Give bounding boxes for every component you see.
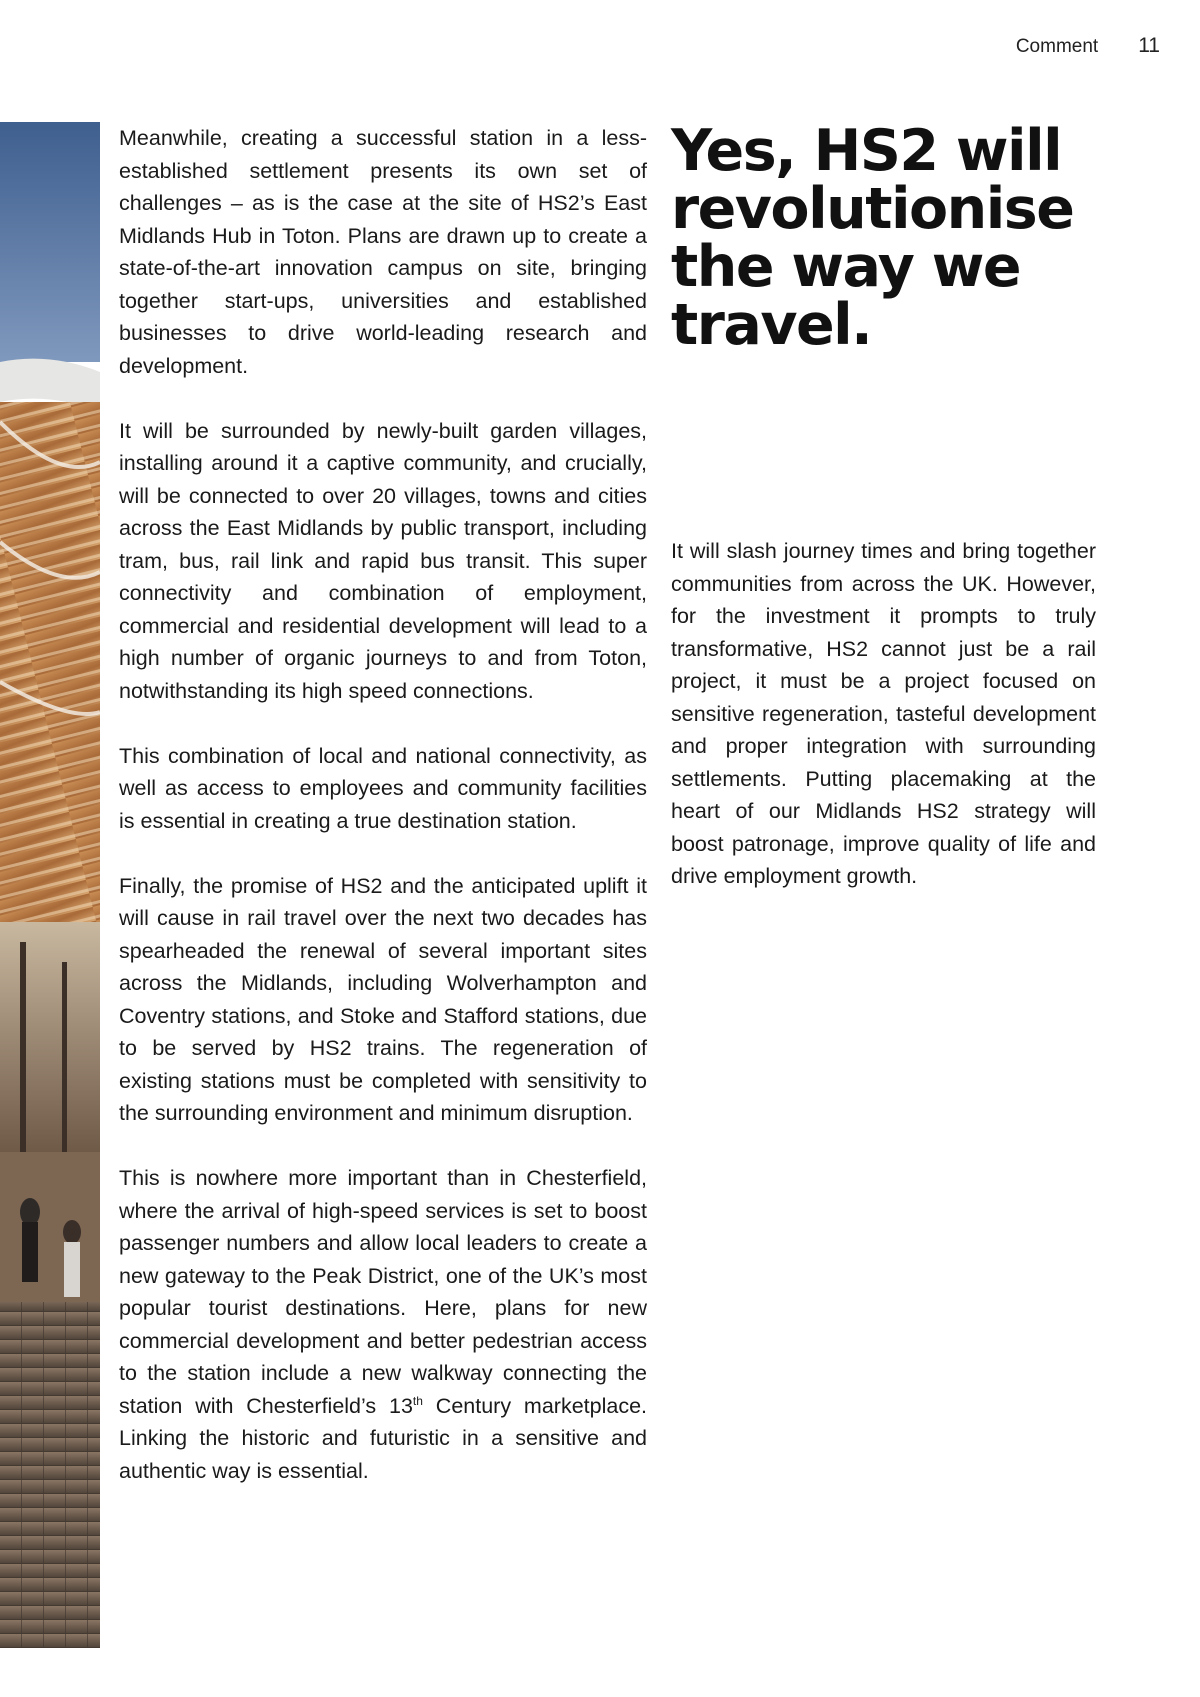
chesterfield-text-start: This is nowhere more important than in Chesterfield, where the arrival of high-speed services is set to boost passenger numbers and allow local leaders to create a new gateway to the Peak District, one of the UK’s most popular tourist destinations. Here, plans for new commercial development and better pedestrian access to the station include a new walkway connecting the station with Chesterfield’s 13 [119, 1166, 647, 1418]
paragraph-chesterfield [119, 1162, 647, 1487]
station-concourse-photo [0, 122, 100, 1648]
ordinal-suffix: th [412, 1393, 423, 1408]
section-name: Comment [1015, 36, 1099, 57]
page-number: 11 [1138, 34, 1160, 57]
paragraph-connectivity: This combination of local and national connectivity, as well as access to employees and community facilities is essential in creating a true destination station. [119, 743, 647, 833]
chesterfield-text-end: Century marketplace. Linking the historic and futuristic in a sensitive and authentic way is essential. [119, 1393, 648, 1483]
paragraph-garden-villages: It will be surrounded by newly-built garden villages, installing around it a captive community, and crucially, will be connected to over 20 villages, towns and cities across the East Midlands by public transport, including tram, bus, rail link and rapid bus transit. This super connectivity and combination of employment, commercial and residential development will lead to a high number of organic journeys to and from Toton, notwithstanding its high speed connections. [119, 418, 647, 703]
running-header [1016, 34, 1160, 58]
right-column [671, 118, 1096, 888]
paragraph-toton: Meanwhile, creating a successful station in a less-established settlement presents its own set of challenges – as is the case at the site of HS2’s East Midlands Hub in Toton. Plans are drawn up to create a state-of-the-art innovation campus on site, bringing together start-ups, universities and established businesses to drive world-leading research and development. [119, 126, 647, 378]
left-column [119, 122, 647, 1520]
paragraph-station-renewal: Finally, the promise of HS2 and the anticipated uplift it will cause in rail travel over the next two decades has spearheaded the renewal of several important sites across the Midlands, including Wolverhampton and Coventry stations, and Stoke and Stafford stations, due to be served by HS2 trains. The regeneration of existing stations must be completed with sensitivity to the surrounding environment and minimum disruption. [119, 873, 647, 1125]
paragraph-journey-times: It will slash journey times and bring together communities from across the UK. However, for the investment it prompts to truly transformative, HS2 cannot just be a rail project, it must be a project focused on sensitive regeneration, tasteful development and proper integration with surrounding settlements. Putting placemaking at the heart of our Midlands HS2 strategy will boost patronage, improve quality of life and drive employment growth. [671, 539, 1096, 888]
pull-quote: Yes, HS2 will revolutionise the way we travel. [671, 118, 1074, 358]
